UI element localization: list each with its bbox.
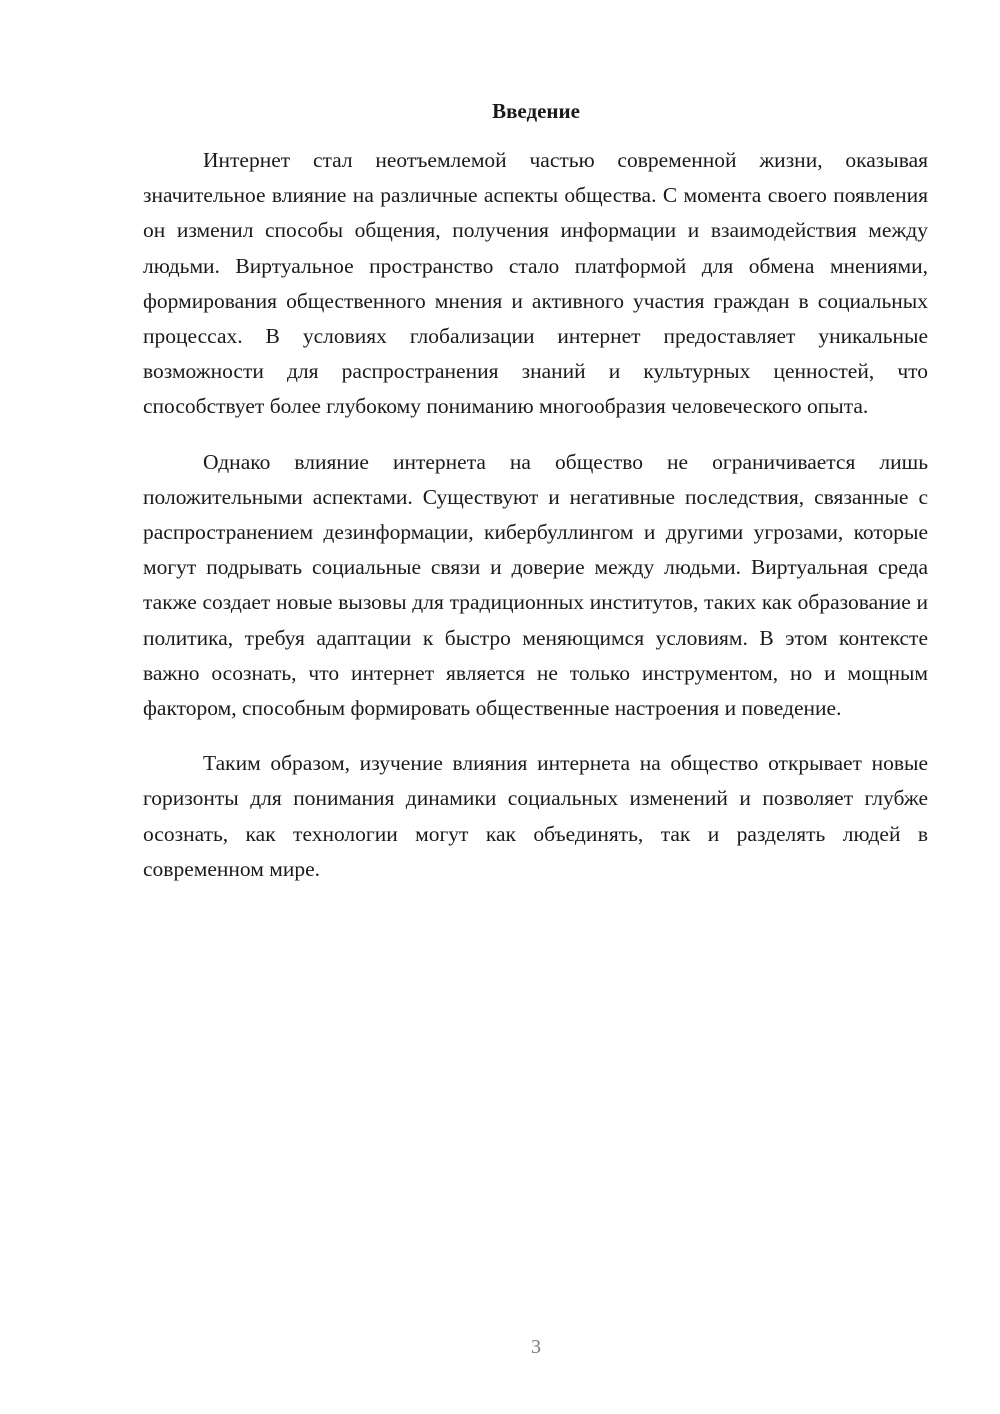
paragraph-2: Однако влияние интернета на общество не ограничивается лишь положительными аспектами. Существуют и негативные последствия, связанные с распространением дезинформации, кибербуллингом и другими угрозами, которые могут подрывать социальные связи и доверие между людьми. Виртуальная среда также создает новые вызовы для традиционных институтов, таких как образование и политика, требуя адаптации к быстро меняющимся условиям. В этом контексте важно осознать, что интернет является не только инструментом, но и мощным фактором, способным формировать общественные настроения и поведение. — [143, 449, 928, 721]
page-number: 3 — [531, 1336, 541, 1358]
body-text — [143, 143, 928, 907]
paragraph-1: Интернет стал неотъемлемой частью современной жизни, оказывая значительное влияние на различные аспекты общества. С момента своего появления он изменил способы общения, получения информации и взаимодействия между людьми. Виртуальное пространство стало платформой для обмена мнениями, формирования общественного мнения и активного участия граждан в социальных процессах. В условиях глобализации интернет предоставляет уникальные возможности для распространения знаний и культурных ценностей, что способствует более глубокому пониманию многообразия человеческого опыта. — [143, 148, 928, 419]
section-heading: Введение — [492, 99, 580, 123]
paragraph-3: Таким образом, изучение влияния интернета на общество открывает новые горизонты для понимания динамики социальных изменений и позволяет глубже осознать, как технологии могут как объединять, так и разделять людей в современном мире. — [143, 751, 928, 881]
